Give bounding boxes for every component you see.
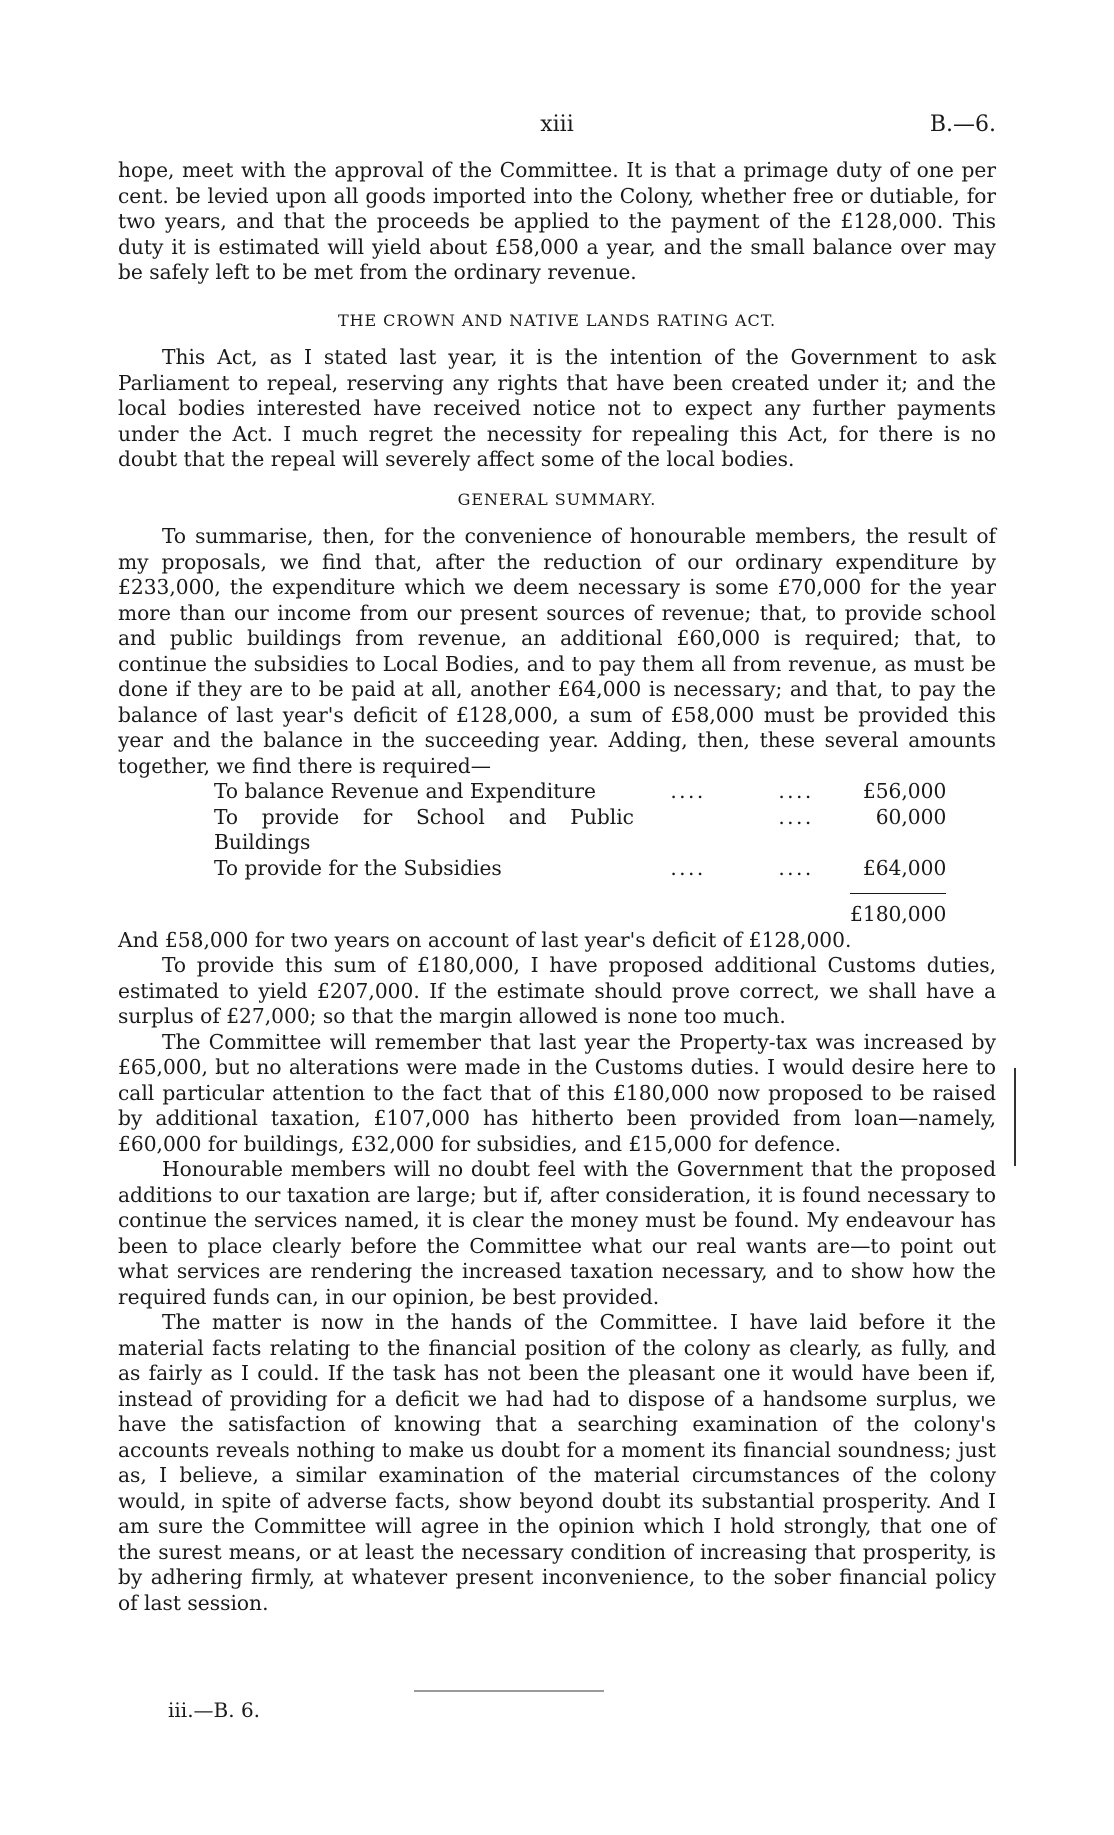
document-reference: B.—6.	[929, 112, 996, 137]
paragraph-rating-act: This Act, as I stated last year, it is the intention of the Government to ask Parliament to repeal, reserving any rights that have been created under it; and the local bodies interested have received notice not to expect any further payments under the Act. I much regret the necessity for repealing this Act, for there is no doubt that the repeal will severely affect some of the local bodies.	[118, 345, 996, 471]
table-item-label: To balance Revenue and Expenditure	[214, 779, 596, 803]
paragraph-property-tax: The Committee will remember that last year the Property-tax was increased by £65,000, but no alterations were made in the Customs duties. I would desire here to call particular attention to the fact that of this £180,000 now proposed to be raised by additional taxation, £107,000 has hitherto been provided from loan—namely, £60,000 for buildings, £32,000 for subsidies, and £15,000 for defence.	[118, 1029, 996, 1156]
leader-dots: ....	[670, 779, 706, 803]
leader-dots: ....	[778, 855, 814, 880]
total-rule-row	[214, 881, 946, 894]
table-item-label: To provide for School and Public Buildings	[214, 804, 634, 854]
table-total-amount: £180,000	[850, 902, 947, 926]
paragraph-primage-duty: hope, meet with the approval of the Committee. It is that a primage duty of one per cent. be levied upon all goods imported into the Colony, whether free or dutiable, for two years, and that the proceeds be applied to the payment of the £128,000. This duty it is estimated will yield about £58,000 a year, and the small balance over may be safely left to be met from the ordinary revenue.	[118, 158, 996, 284]
paragraph-conclusion: The matter is now in the hands of the Committee. I have laid before it the material facts relating to the financial position of the colony as clearly, as fully, and as fairly as I could. If the task has not been the pleasant one it would have been if, instead of providing for a deficit we had had to dispose of a handsome surplus, we have the satisfaction of knowing that a searching examination of the colony's accounts reveals nothing to make us doubt for a moment its financial soundness; just as, I believe, a similar examination of the material circumstances of the colony would, in spite of adverse facts, show beyond doubt its substantial prosperity. And I am sure the Committee will agree in the opinion which I hold strongly, that one of the surest means, or at least the necessary condition of increasing that prosperity, is by adhering firmly, at whatever present inconvenience, to the sober financial policy of last session.	[118, 1310, 996, 1615]
total-row	[214, 894, 946, 928]
table-item-amount: £56,000	[862, 779, 947, 803]
section-heading-general-summary: GENERAL SUMMARY.	[457, 489, 657, 509]
page-body	[118, 158, 996, 1616]
footer-signature: iii.—B. 6.	[168, 1698, 261, 1722]
table-item-amount: 60,000	[875, 804, 947, 829]
page-number: xiii	[540, 112, 574, 137]
leader-dots	[634, 805, 742, 856]
leader-dots: ....	[778, 804, 814, 829]
total-rule	[850, 881, 946, 894]
leader-dots: ....	[778, 779, 814, 803]
leader-dots: ....	[670, 855, 706, 880]
requirements-table	[214, 779, 946, 928]
table-row	[214, 805, 946, 856]
section-heading-rating-act: THE CROWN AND NATIVE LANDS RATING ACT.	[337, 310, 777, 330]
table-item-label: To provide for the Subsidies	[214, 855, 502, 880]
paragraph-taxation-additions: Honourable members will no doubt feel with the Government that the proposed additions to our taxation are large; but if, after consideration, it is found necessary to continue the services named, it is clear the money must be found. My endeavour has been to place clearly before the Committee what our real wants are—to point out what services are rendering the increased taxation necessary, and to show how the required funds can, in our opinion, be best provided.	[118, 1157, 996, 1309]
table-row	[214, 856, 946, 882]
paragraph-deficit: And £58,000 for two years on account of last year's deficit of £128,000.	[118, 927, 852, 952]
paragraph-customs-duties: To provide this sum of £180,000, I have proposed additional Customs duties, estimated to yield £207,000. If the estimate should prove correct, we shall have a surplus of £27,000; so that the margin allowed is none too much.	[118, 953, 996, 1028]
footer-rule	[414, 1690, 604, 1692]
table-item-amount: £64,000	[862, 855, 947, 880]
table-row	[214, 779, 946, 805]
margin-bracket-mark	[1014, 1068, 1019, 1166]
page-header	[118, 112, 996, 144]
paragraph-summary-intro: To summarise, then, for the convenience of honourable members, the result of my proposals, we find that, after the reduction of our ordinary expenditure by £233,000, the expenditure which we deem necessary is some £70,000 for the year more than our income from our present sources of revenue; that, to provide school and public buildings from revenue, an additional £60,000 is required; that, to continue the subsidies to Local Bodies, and to pay them all from revenue, as must be done if they are to be paid at all, another £64,000 is necessary; and that, to pay the balance of last year's deficit of £128,000, a sum of £58,000 must be provided this year and the balance in the succeeding year. Adding, then, these several amounts together, we find there is required—	[118, 524, 996, 778]
